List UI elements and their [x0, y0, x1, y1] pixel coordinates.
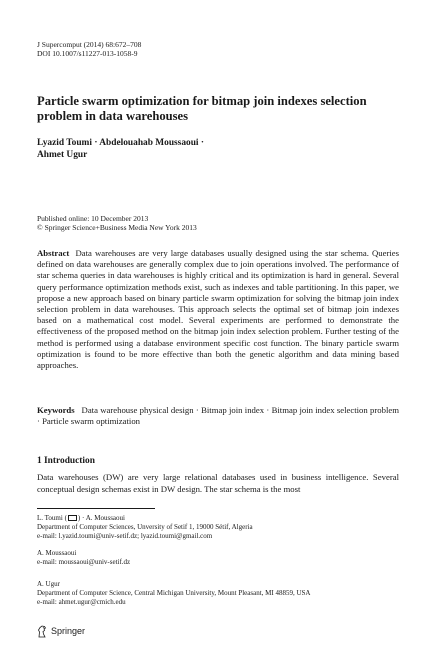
copyright-line: © Springer Science+Business Media New York 2013	[37, 223, 197, 232]
footnote-divider	[37, 508, 155, 509]
footnote-affiliation: Department of Computer Science, Central Michigan University, Mount Pleasant, MI 48859, USA	[37, 589, 311, 597]
publication-info	[37, 214, 399, 232]
abstract-text: Data warehouses are very large databases usually designed using the star schema. Queries defined on data warehouses are generally complex due to join operations involved. The performance of star schema queries in data warehouses is highly critical and its optimization is hard in general. Several query performance optimization methods exist, such as indexes and table partitioning. In this paper, we propose a new approach based on binary particle swarm optimization for solving the bitmap join index selection problem in data warehouses. This approach selects the optimal set of bitmap join indexes based on a mathematical cost model. Several experiments are performed to demonstrate the effectiveness of the proposed method on the bitmap join index selection problem. Further testing of the method is performed using a database environment specific cost function. The binary particle swarm optimization is found to be more effective than both the genetic algorithm and data mining based approaches.	[37, 248, 399, 371]
footnote-name: A. Moussaoui	[37, 549, 77, 557]
paper-title: Particle swarm optimization for bitmap join indexes selection problem in data warehouses	[37, 94, 367, 123]
authors-line-1: Lyazid Toumi · Abdelouahab Moussaoui ·	[37, 138, 204, 148]
publisher-name: Springer	[51, 626, 86, 636]
footnote-affiliation: Department of Computer Sciences, Unversity of Setif 1, 19000 Sétif, Algeria	[37, 523, 253, 531]
section-heading-introduction: 1 Introduction	[37, 456, 95, 466]
author-list	[37, 137, 399, 161]
footnote-author-2	[37, 549, 399, 567]
journal-header	[37, 40, 399, 58]
abstract	[37, 248, 399, 371]
authors-line-2: Ahmet Ugur	[37, 150, 88, 160]
keywords-text: Data warehouse physical design · Bitmap join index · Bitmap join index selection problem · Particle swarm optimization	[37, 405, 399, 427]
footnote-author-3	[37, 580, 399, 607]
envelope-icon	[68, 515, 77, 521]
journal-doi: DOI 10.1007/s11227-013-1058-9	[37, 49, 138, 58]
springer-horse-icon	[37, 625, 47, 638]
footnote-email: e-mail: ahmet.ugur@cmich.edu	[37, 598, 126, 606]
footnote-email: e-mail: moussaoui@univ-setif.dz	[37, 558, 131, 566]
footnote-names: L. Toumi ( ) · A. Moussaoui	[37, 514, 125, 522]
footnote-email: e-mail: l.yazid.toumi@univ-setif.dz; lyazid.toumi@gmail.com	[37, 532, 213, 540]
keywords-label: Keywords	[37, 405, 75, 415]
publisher-mark	[37, 624, 85, 638]
footnote-author-1	[37, 514, 399, 541]
footnote-name: A. Ugur	[37, 580, 60, 588]
published-date: Published online: 10 December 2013	[37, 214, 149, 223]
abstract-label: Abstract	[37, 248, 70, 258]
introduction-text: Data warehouses (DW) are very large relational databases used in business intelligence. Several conceptual design schemas exist in DW design. The star schema is the most	[37, 472, 399, 494]
keywords	[37, 405, 399, 427]
journal-citation: J Supercomput (2014) 68:672–708	[37, 40, 142, 49]
